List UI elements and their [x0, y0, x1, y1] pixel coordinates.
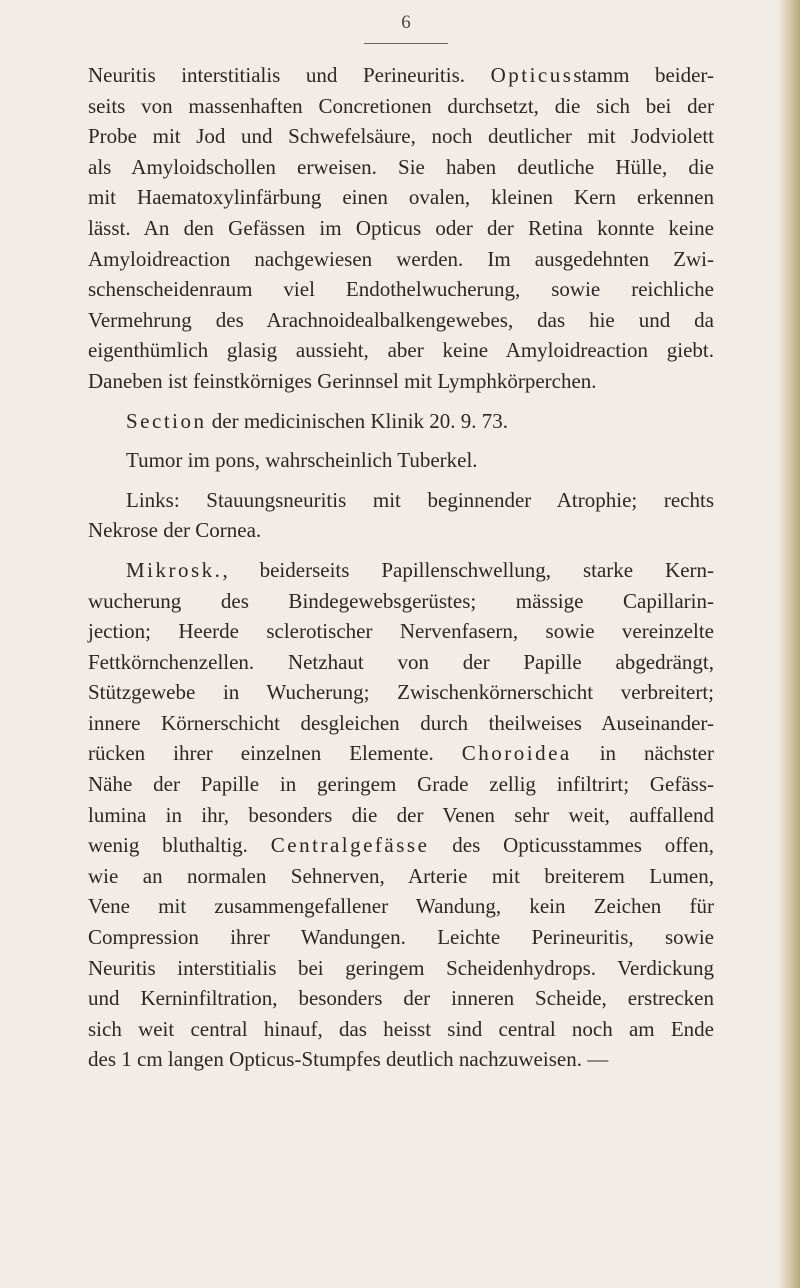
text-line: [88, 305, 714, 336]
text-run: seits von massenhaften Concretionen durchsetzt, die sich bei der: [88, 93, 714, 118]
text-line: [88, 586, 714, 617]
text-line: [88, 1014, 714, 1045]
text-run: eigenthümlich glasig aussieht, aber keine Amyloidreaction giebt.: [88, 338, 714, 363]
text-run: Vene mit zusammengefallener Wandung, kein Zeichen für: [88, 894, 714, 919]
text-line: [88, 1044, 714, 1075]
text-run: schenscheidenraum viel Endothelwucherung, sowie reichliche: [88, 277, 714, 302]
text-line: [88, 91, 714, 122]
text-run: jection; Heerde sclerotischer Nervenfasern, sowie vereinzelte: [88, 619, 714, 644]
text-line: [88, 555, 714, 586]
text-run: Stützgewebe in Wucherung; Zwischenkörnerschicht verbreitert;: [88, 680, 714, 705]
text-line: [88, 708, 714, 739]
text-line: [88, 274, 714, 305]
text-run: Tumor im pons, wahrscheinlich Tuberkel.: [126, 448, 478, 473]
text-run: der medicinischen Klinik 20. 9. 73.: [206, 408, 509, 433]
text-run: Fettkörnchenzellen. Netzhaut von der Papille abgedrängt,: [88, 649, 714, 674]
text-line: [88, 922, 714, 953]
paragraph: [88, 485, 714, 546]
text-line: [88, 677, 714, 708]
text-line: [88, 244, 714, 275]
text-line: [88, 830, 714, 861]
paragraph-gap: [88, 476, 714, 485]
spaced-emphasis: Mikrosk.: [126, 557, 223, 582]
paragraph: [88, 60, 714, 397]
text-run: , beiderseits Papillenschwellung, starke Kern-: [222, 557, 714, 582]
spaced-emphasis: Choroidea: [461, 741, 572, 766]
text-line: [88, 152, 714, 183]
text-run: und Kerninfiltration, besonders der inneren Scheide, erstrecken: [88, 986, 714, 1011]
text-run: Amyloidreaction nachgewiesen werden. Im ausgedehnten Zwi-: [88, 246, 714, 271]
text-run: lumina in ihr, besonders die der Venen sehr weit, auffallend: [88, 802, 714, 827]
text-run: Nähe der Papille in geringem Grade zellig infiltrirt; Gefäss-: [88, 772, 714, 797]
text-line: [88, 769, 714, 800]
text-line: [88, 891, 714, 922]
text-run: Neuritis interstitialis und Perineuritis.: [88, 63, 491, 87]
text-run: rücken ihrer einzelnen Elemente.: [88, 741, 462, 766]
text-run: stamm beider-: [573, 63, 714, 87]
text-run: Daneben ist feinstkörniges Gerinnsel mit Lymphkörperchen.: [88, 368, 597, 393]
text-run: wenig bluthaltig.: [88, 833, 271, 858]
text-line: [88, 335, 714, 366]
text-run: wucherung des Bindegewebsgerüstes; mässige Capillarin-: [88, 588, 714, 613]
paragraph-gap: [88, 436, 714, 445]
text-line: [88, 738, 714, 769]
text-line: [88, 121, 714, 152]
text-run: sich weit central hinauf, das heisst sind central noch am Ende: [88, 1016, 714, 1041]
text-run: Probe mit Jod und Schwefelsäure, noch deutlicher mit Jodviolett: [88, 124, 714, 149]
paragraph: [88, 445, 714, 476]
text-run: Links: Stauungsneuritis mit beginnender Atrophie; rechts: [126, 487, 714, 512]
paragraph: [88, 555, 714, 1075]
paragraph-gap: [88, 546, 714, 555]
page-edge-shadow: [778, 0, 800, 1288]
text-run: in nächster: [571, 741, 714, 766]
spaced-emphasis: Opticus: [490, 63, 574, 87]
text-run: lässt. An den Gefässen im Opticus oder der Retina konnte keine: [88, 215, 714, 240]
page-number-rule: [364, 43, 448, 44]
paragraph: [88, 406, 714, 437]
text-run: mit Haematoxylinfärbung einen ovalen, kleinen Kern erkennen: [88, 185, 714, 210]
text-run: als Amyloidschollen erweisen. Sie haben deutliche Hülle, die: [88, 154, 714, 179]
text-line: [88, 515, 714, 546]
text-run: wie an normalen Sehnerven, Arterie mit breiterem Lumen,: [88, 863, 714, 888]
text-line: [88, 647, 714, 678]
spaced-emphasis: Centralgefässe: [270, 833, 430, 858]
text-line: [88, 983, 714, 1014]
body-text: [88, 60, 714, 1075]
text-line: [88, 213, 714, 244]
text-line: [88, 800, 714, 831]
text-line: [88, 406, 714, 437]
text-run: Compression ihrer Wandungen. Leichte Perineuritis, sowie: [88, 925, 714, 950]
spaced-emphasis: Section: [126, 408, 207, 433]
text-line: [88, 485, 714, 516]
text-run: innere Körnerschicht desgleichen durch theilweises Auseinander-: [88, 710, 714, 735]
text-run: Vermehrung des Arachnoidealbalkengewebes, das hie und da: [88, 307, 714, 332]
paragraph-gap: [88, 397, 714, 406]
text-run: Nekrose der Cornea.: [88, 518, 262, 543]
text-line: [88, 182, 714, 213]
text-line: [88, 366, 714, 397]
text-line: [88, 616, 714, 647]
text-run: des Opticusstammes offen,: [429, 833, 714, 858]
text-run: Neuritis interstitialis bei geringem Scheidenhydrops. Verdickung: [88, 955, 714, 980]
text-run: des 1 cm langen Opticus-Stumpfes deutlich nachzuweisen. —: [88, 1047, 609, 1072]
text-line: [88, 445, 714, 476]
page-number: 6: [401, 12, 411, 33]
text-line: [88, 953, 714, 984]
text-line: [88, 861, 714, 892]
text-line: [88, 60, 714, 91]
